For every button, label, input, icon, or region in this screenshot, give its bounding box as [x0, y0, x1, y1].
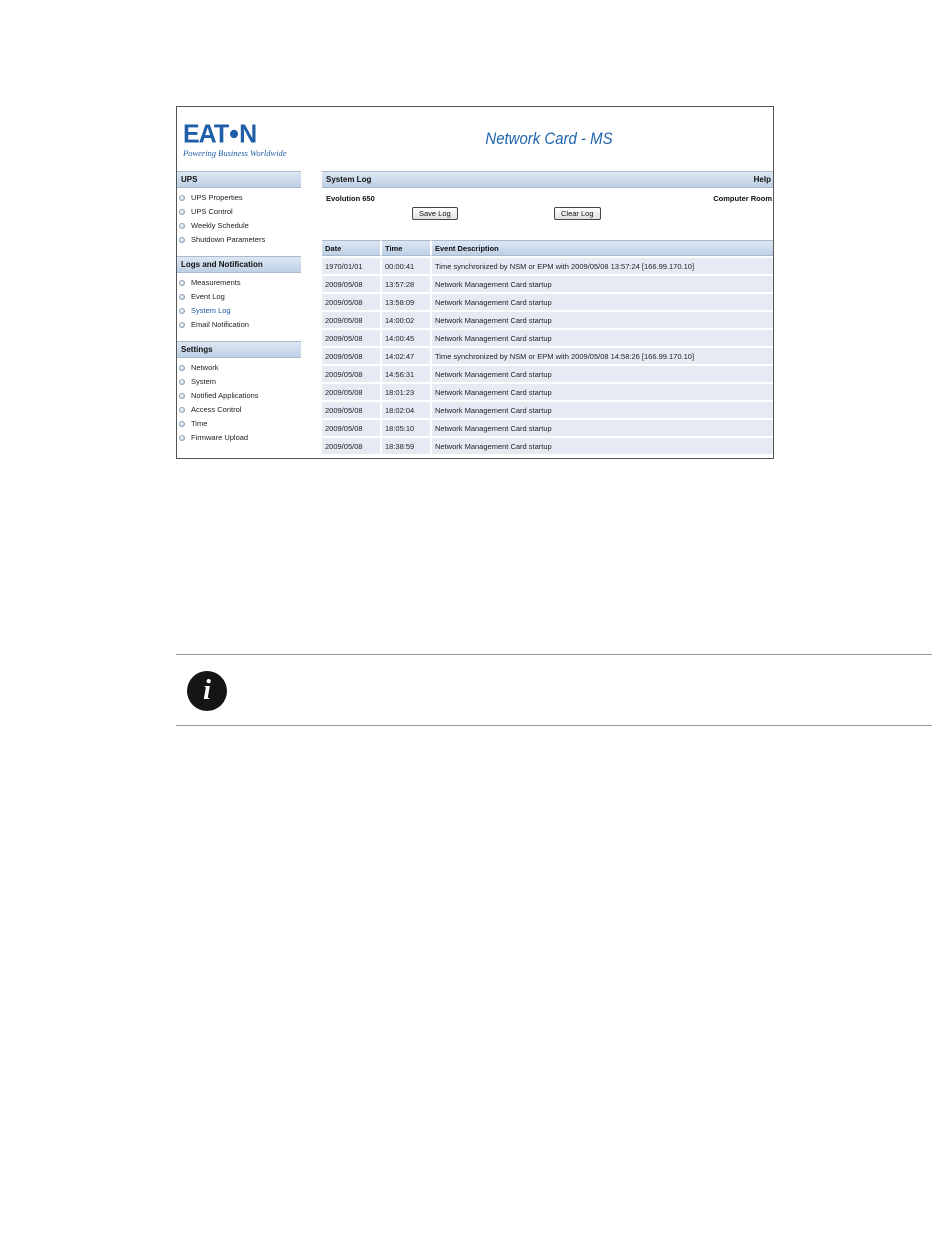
network-card-screenshot — [176, 106, 774, 459]
table-header-row — [322, 240, 774, 256]
bullet-icon — [179, 294, 185, 300]
table-row — [322, 312, 774, 328]
date-cell: 2009/05/08 — [322, 402, 380, 418]
time-cell: 18:38:59 — [380, 438, 430, 454]
bullet-icon — [179, 195, 185, 201]
time-cell: 18:01:23 — [380, 384, 430, 400]
sidebar-item-firmware-upload[interactable]: Firmware Upload — [177, 431, 301, 445]
date-cell: 1970/01/01 — [322, 258, 380, 274]
main-panel — [322, 171, 774, 459]
sidebar-item-event-log[interactable]: Event Log — [177, 290, 301, 304]
date-cell: 2009/05/08 — [322, 366, 380, 382]
time-cell: 14:02:47 — [380, 348, 430, 364]
table-row — [322, 366, 774, 382]
info-icon: i — [187, 671, 227, 711]
sidebar-item-ups-properties[interactable]: UPS Properties — [177, 191, 301, 205]
date-cell: 2009/05/08 — [322, 294, 380, 310]
bullet-icon — [179, 421, 185, 427]
description-cell: Network Management Card startup — [430, 294, 774, 310]
device-name: Evolution 650 — [326, 194, 375, 203]
note-divider-bottom — [176, 725, 932, 726]
time-cell: 14:00:02 — [380, 312, 430, 328]
bullet-icon — [179, 379, 185, 385]
bullet-icon — [179, 365, 185, 371]
sidebar — [177, 171, 301, 445]
description-cell: Time synchronized by NSM or EPM with 2009/05/08 13:57:24 [166.99.170.10] — [430, 258, 774, 274]
description-cell: Network Management Card startup — [430, 312, 774, 328]
eaton-logo: EAT N Powering Business Worldwide — [183, 121, 299, 161]
bullet-icon — [179, 237, 185, 243]
device-info-row — [322, 188, 774, 204]
sidebar-item-weekly-schedule[interactable]: Weekly Schedule — [177, 219, 301, 233]
sidebar-section-title: UPS — [177, 171, 301, 188]
help-link[interactable]: Help — [753, 175, 771, 184]
description-cell: Network Management Card startup — [430, 402, 774, 418]
date-cell: 2009/05/08 — [322, 438, 380, 454]
table-row — [322, 348, 774, 364]
table-row — [322, 276, 774, 292]
description-cell: Time synchronized by NSM or EPM with 2009/05/08 14:58:26 [166.99.170.10] — [430, 348, 774, 364]
time-cell: 00:00:41 — [380, 258, 430, 274]
column-header-date: Date — [322, 240, 380, 256]
description-cell: Network Management Card startup — [430, 438, 774, 454]
logo-tagline: Powering Business Worldwide — [183, 148, 287, 158]
table-row — [322, 402, 774, 418]
time-cell: 13:57:28 — [380, 276, 430, 292]
sidebar-section-title: Logs and Notification — [177, 256, 301, 273]
sidebar-item-ups-control[interactable]: UPS Control — [177, 205, 301, 219]
clear-log-button[interactable]: Clear Log — [554, 207, 601, 220]
sidebar-item-email-notification[interactable]: Email Notification — [177, 318, 301, 332]
table-row — [322, 330, 774, 346]
date-cell: 2009/05/08 — [322, 276, 380, 292]
description-cell: Network Management Card startup — [430, 366, 774, 382]
bullet-icon — [179, 223, 185, 229]
date-cell: 2009/05/08 — [322, 312, 380, 328]
sidebar-item-measurements[interactable]: Measurements — [177, 276, 301, 290]
sidebar-item-system[interactable]: System — [177, 375, 301, 389]
description-cell: Network Management Card startup — [430, 330, 774, 346]
table-row — [322, 258, 774, 274]
time-cell: 18:02:04 — [380, 402, 430, 418]
description-cell: Network Management Card startup — [430, 420, 774, 436]
date-cell: 2009/05/08 — [322, 384, 380, 400]
sidebar-item-network[interactable]: Network — [177, 361, 301, 375]
bullet-icon — [179, 209, 185, 215]
bullet-icon — [179, 393, 185, 399]
sidebar-item-notified-applications[interactable]: Notified Applications — [177, 389, 301, 403]
column-header-time: Time — [380, 240, 430, 256]
sidebar-section-title: Settings — [177, 341, 301, 358]
sidebar-section-ups — [177, 171, 301, 247]
time-cell: 14:00:45 — [380, 330, 430, 346]
bullet-icon — [179, 308, 185, 314]
sidebar-item-access-control[interactable]: Access Control — [177, 403, 301, 417]
device-location: Computer Room — [713, 194, 772, 203]
bullet-icon — [179, 407, 185, 413]
table-row — [322, 384, 774, 400]
note-divider-top — [176, 654, 932, 655]
save-log-button[interactable]: Save Log — [412, 207, 458, 220]
bullet-icon — [179, 322, 185, 328]
time-cell: 18:05:10 — [380, 420, 430, 436]
sidebar-item-system-log[interactable]: System Log — [177, 304, 301, 318]
panel-header — [322, 171, 774, 188]
description-cell: Network Management Card startup — [430, 276, 774, 292]
date-cell: 2009/05/08 — [322, 330, 380, 346]
column-header-description: Event Description — [430, 240, 774, 256]
app-title: Network Card - MS — [485, 129, 613, 148]
description-cell: Network Management Card startup — [430, 384, 774, 400]
table-row — [322, 294, 774, 310]
date-cell: 2009/05/08 — [322, 348, 380, 364]
sidebar-item-shutdown-parameters[interactable]: Shutdown Parameters — [177, 233, 301, 247]
system-log-table — [322, 238, 774, 456]
action-bar — [322, 204, 774, 238]
date-cell: 2009/05/08 — [322, 420, 380, 436]
bullet-icon — [179, 435, 185, 441]
time-cell: 13:58:09 — [380, 294, 430, 310]
panel-title: System Log — [326, 175, 372, 184]
sidebar-section-settings — [177, 341, 301, 445]
sidebar-item-time[interactable]: Time — [177, 417, 301, 431]
sidebar-section-logs — [177, 256, 301, 332]
table-row — [322, 420, 774, 436]
bullet-icon — [179, 280, 185, 286]
time-cell: 14:56:31 — [380, 366, 430, 382]
table-row — [322, 438, 774, 454]
